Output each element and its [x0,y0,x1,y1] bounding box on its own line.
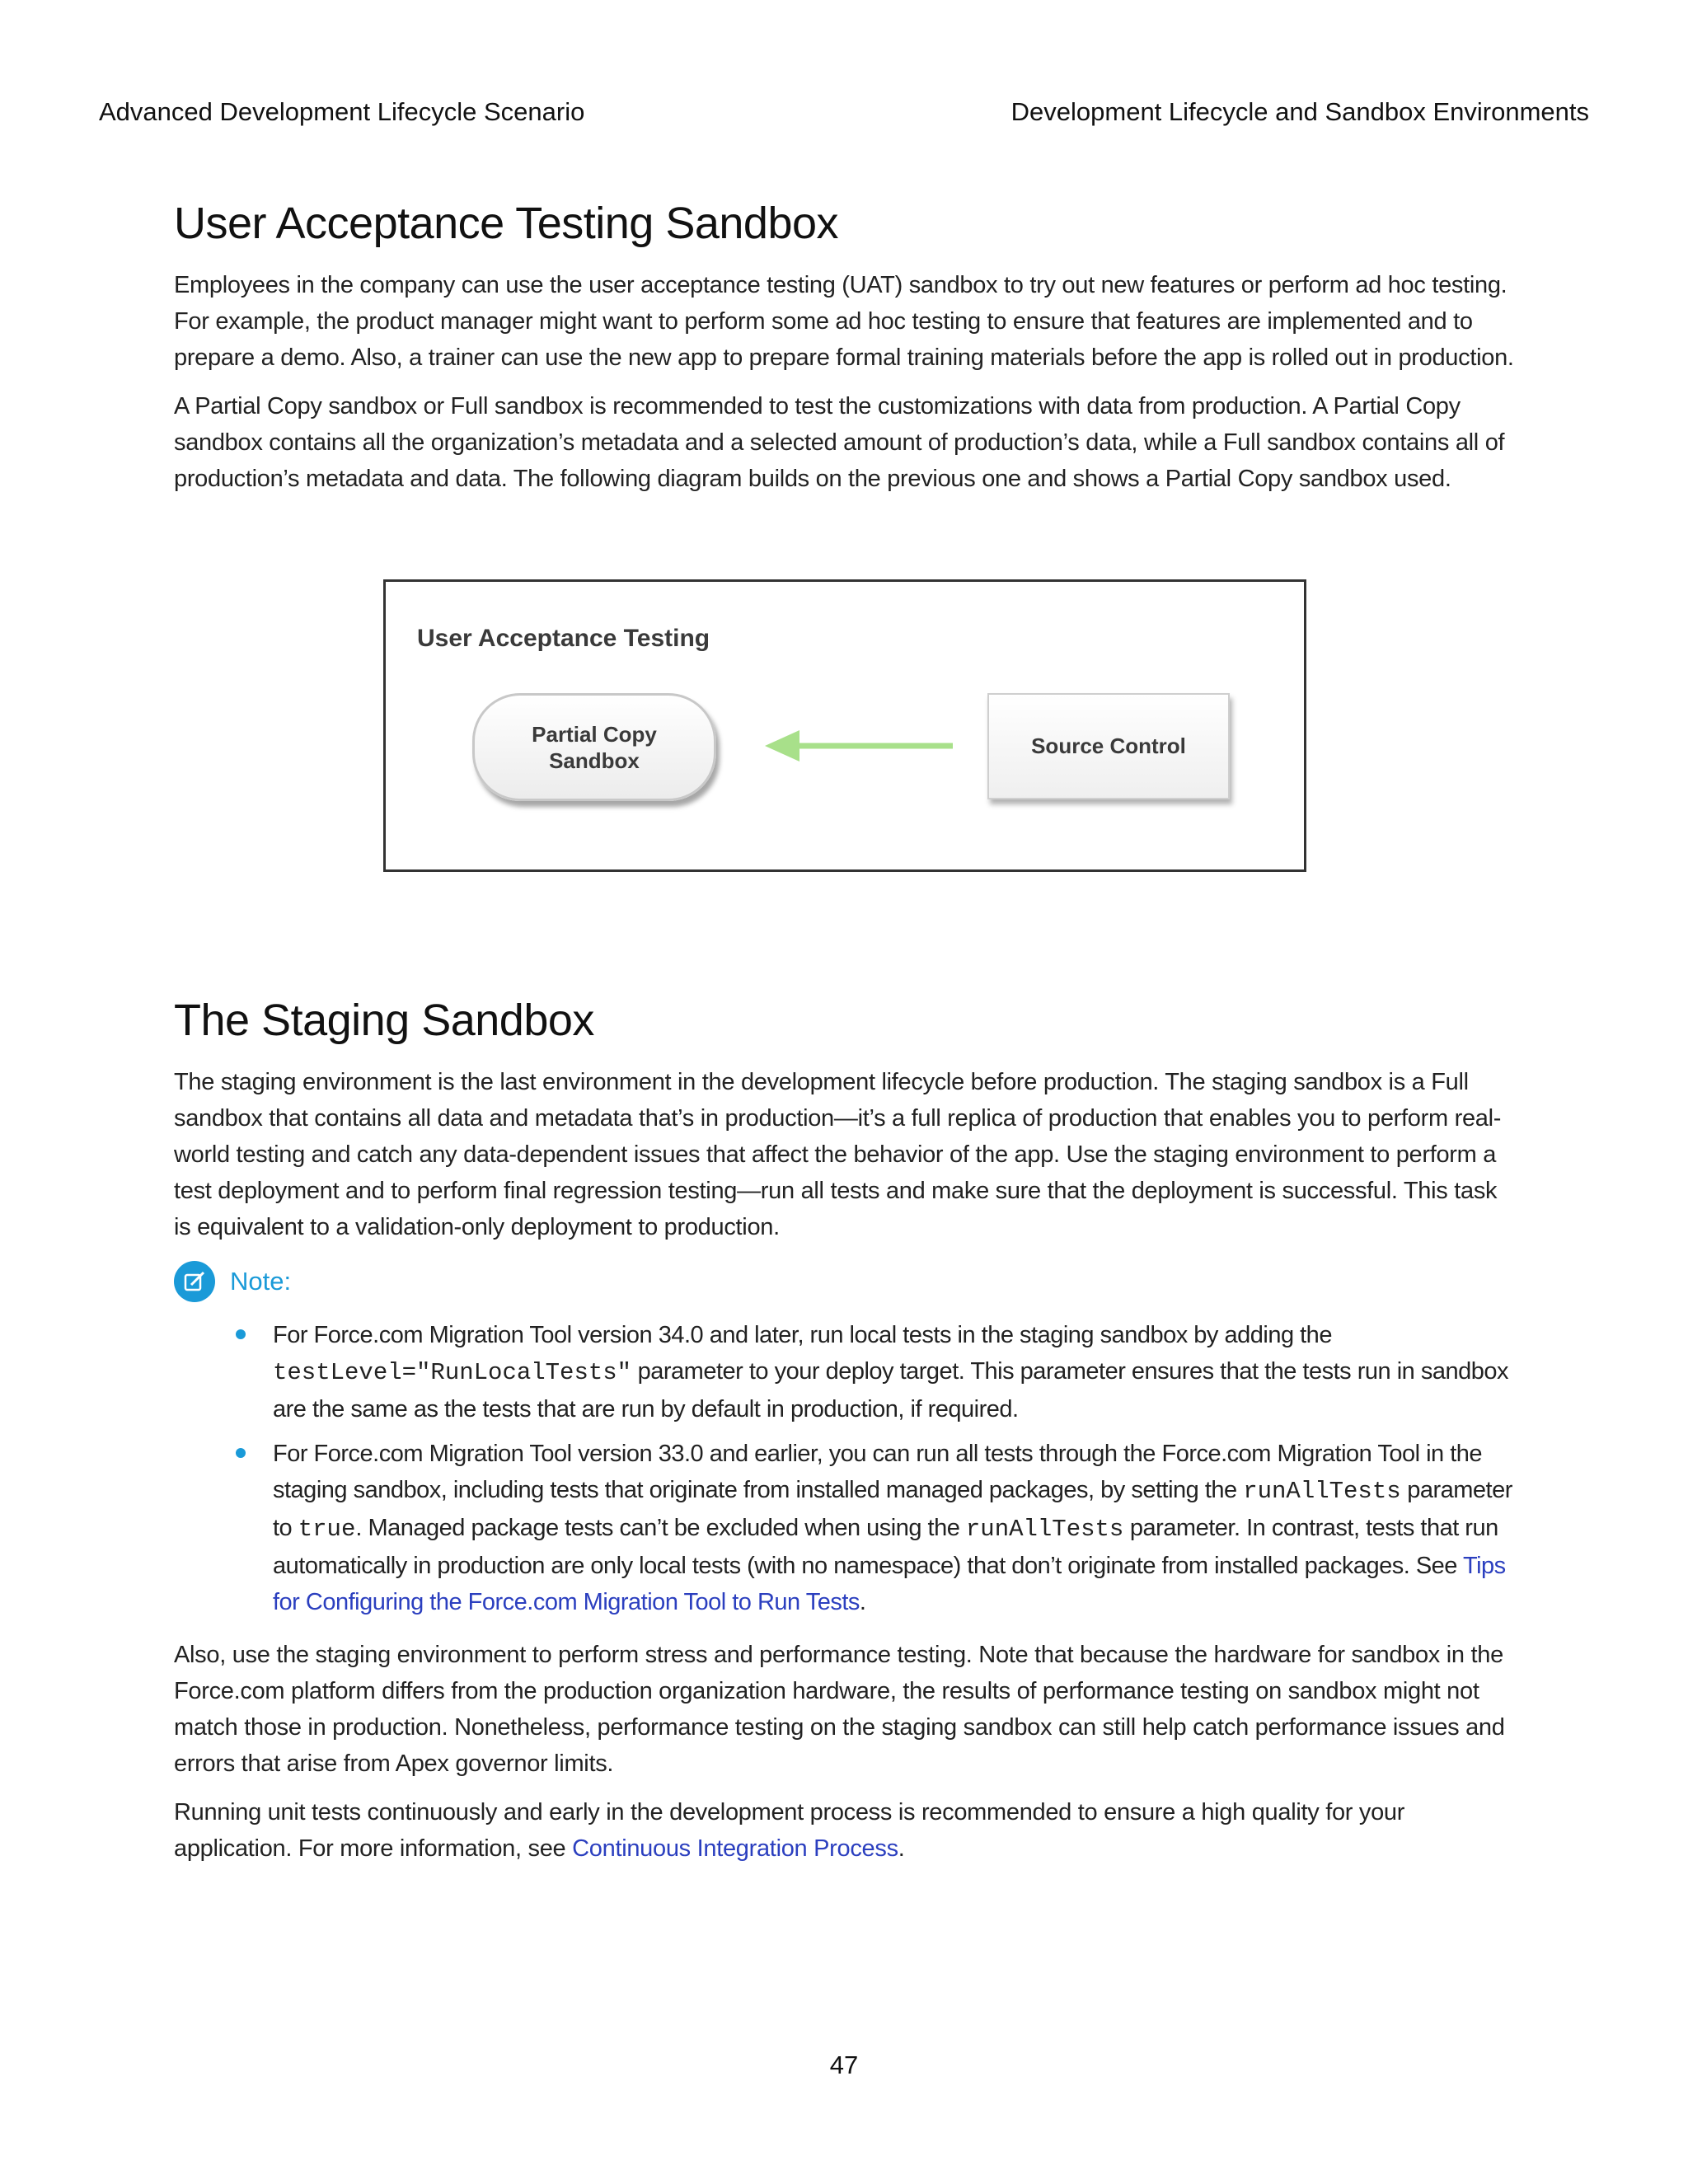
header-chapter-title: Advanced Development Lifecycle Scenario [99,97,585,126]
uat-section [174,198,1517,497]
diagram-title: User Acceptance Testing [417,625,710,652]
staging-paragraph-1: The staging environment is the last environment in the development lifecycle before production. The staging sandbox is a Full sandbox that contains all data and metadata that’s in production—it’s a full replica of production that enables you to perform real-world testing and catch any data-dependent issues that affect the behavior of the app. Use the staging environment to perform a test deployment and to perform final regression testing—run all tests and make sure that the deployment is successful. This task is equivalent to a validation-only deployment to production. [174,1069,1502,1240]
unit-tests-paragraph [174,1794,1517,1867]
source-control-label: Source Control [1031,733,1186,758]
code-runalltests: runAllTests [965,1516,1124,1543]
partial-copy-sandbox-label: Partial Copy Sandbox [532,721,657,773]
performance-section [174,1637,1517,1867]
staging-section [174,995,1517,1245]
tips-migration-tool-link[interactable]: Tips for Configuring the Force.com Migration Tool to Run Tests [273,1553,1506,1615]
code-testlevel: testLevel="RunLocalTests" [273,1359,632,1386]
staging-heading: The Staging Sandbox [174,996,594,1045]
arrow-left-icon [765,725,954,766]
performance-paragraph: Also, use the staging environment to perform stress and performance testing. Note that because the hardware for sandbox in the Force.com platform differs from the production organization hardware, the results of performance testing on sandbox might not match those in production. Nonetheless, performance testing on the staging sandbox can still help catch performance issues and errors that arise from Apex governor limits. [174,1642,1505,1777]
note-item-text: parameter to your deploy target. This parameter ensures that the tests run in sandbox are the same as the tests that are run by default in production, if required. [273,1358,1508,1422]
note-item-text: For Force.com Migration Tool version 34.0 and later, run local tests in the staging sandbox by adding the [273,1322,1332,1348]
note-callout [174,1261,1517,1620]
page-number: 47 [829,2050,859,2079]
note-list [174,1317,1517,1620]
note-item-text: . Managed package tests can’t be excluded when using the [355,1515,966,1541]
note-item-text: . [859,1589,866,1615]
uat-diagram [383,579,1306,872]
note-item-text: For Force.com Migration Tool version 33.0 and earlier, you can run all tests through the Force.com Migration Tool in the staging sandbox, including tests that originate from installed managed packages, by setting the [273,1441,1483,1503]
partial-copy-sandbox-node [472,693,716,801]
uat-heading: User Acceptance Testing Sandbox [174,199,839,248]
note-label: Note: [230,1267,292,1296]
note-item-run-all-tests [273,1436,1517,1620]
note-item-text: parameter. In contrast, tests that run automatically in production are only local tests (with no namespace) that don’t originate from installed packages. See [273,1515,1498,1579]
note-item-text: parameter to [273,1477,1512,1541]
code-runalltests: runAllTests [1243,1478,1401,1505]
note-item-run-local-tests [273,1317,1517,1427]
source-control-node [987,693,1230,799]
unit-tests-text: Running unit tests continuously and early in the development process is recommended to ensure a high quality for your application. For more information, see [174,1799,1405,1862]
uat-paragraph-1: Employees in the company can use the user acceptance testing (UAT) sandbox to try out new features or perform ad hoc testing. For example, the product manager might want to perform some ad hoc testing to ensure that features are implemented and to prepare a demo. Also, a trainer can use the new app to prepare formal training materials before the app is rolled out in production. [174,272,1514,371]
code-true: true [298,1516,356,1543]
unit-tests-text-end: . [898,1835,905,1862]
edit-note-icon [174,1261,215,1302]
continuous-integration-link[interactable]: Continuous Integration Process [572,1835,898,1862]
uat-paragraph-2: A Partial Copy sandbox or Full sandbox is recommended to test the customizations with data from production. A Partial Copy sandbox contains all the organization’s metadata and a selected amount of production’s data, while a Full sandbox contains all of production’s metadata and data. The following diagram builds on the previous one and shows a Partial Copy sandbox used. [174,393,1505,492]
note-header [174,1261,1517,1302]
header-section-title: Development Lifecycle and Sandbox Environments [1010,97,1589,126]
